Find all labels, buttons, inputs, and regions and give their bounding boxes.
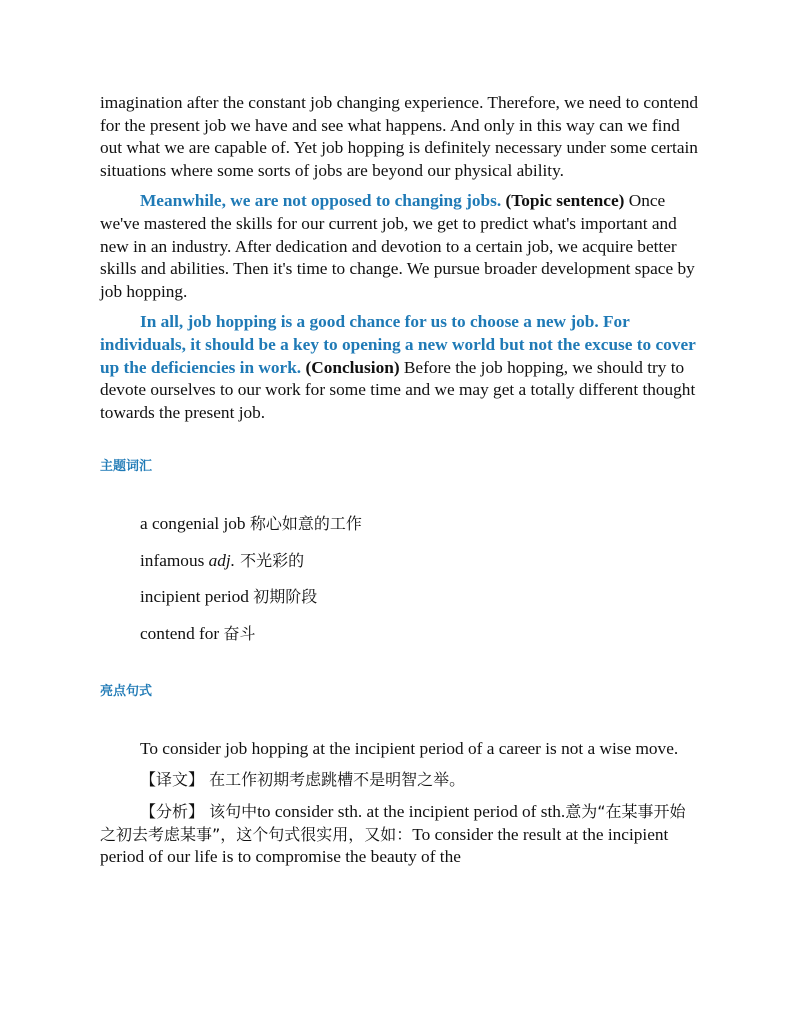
- translation-label: 【译文】: [140, 770, 205, 790]
- vocab-item: contend for 奋斗: [140, 623, 256, 643]
- paragraph-conclusion: [100, 311, 700, 424]
- topic-sentence: Meanwhile, we are not opposed to changing jobs.: [140, 191, 502, 211]
- conclusion-paragraph-body: Before the job hopping, we should try to devote ourselves to our work for some time and we may get a totally different thought towards the present job.: [100, 357, 696, 422]
- vocab-item: infamous adj. 不光彩的: [140, 550, 305, 570]
- document-page: [100, 92, 700, 878]
- example-sentence: To consider job hopping at the incipient period of a career is not a wise move.: [140, 738, 679, 758]
- conclusion-sentence: In all, job hopping is a good chance for us to choose a new job. For individuals, it should be a key to opening a new world but not the excuse to cover up the deficiencies in work.: [100, 312, 696, 377]
- translation: [100, 769, 700, 792]
- translation-text: 在工作初期考虑跳槽不是明智之举。: [204, 770, 466, 790]
- conclusion-tag: (Conclusion): [305, 357, 400, 377]
- topic-paragraph-body: Once we've mastered the skills for our current job, we get to predict what's important and new in an industry. After dedication and devotion to a certain job, we acquire better skills and abilities. Then it's time to change. We pursue broader development space by job hopping.: [100, 191, 695, 301]
- analysis: 【分析】 该句中to consider sth. at the incipient period of sth.意为“在某事开始之初去考虑某事”，这个句式很实用，又如：To consider the result at the incipient period of our life is to compromise the beauty of the: [100, 802, 686, 867]
- vocab-heading: 主题词汇: [100, 459, 153, 475]
- topic-sentence-tag: (Topic sentence): [505, 191, 625, 211]
- analysis-label: 【分析】: [140, 802, 205, 822]
- sentence-heading: 亮点句式: [100, 684, 153, 700]
- vocab-item: a congenial job 称心如意的工作: [140, 513, 362, 533]
- vocab-item: incipient period 初期阶段: [140, 587, 318, 607]
- paragraph-continuation: imagination after the constant job changing experience. Therefore, we need to contend for the present job we have and see what happens. And only in this way can we find out what we are capable of. Yet job hopping is definitely necessary under some certain situations where some sorts of jobs are beyond our physical ability.: [100, 93, 699, 180]
- paragraph-topic: [100, 190, 700, 303]
